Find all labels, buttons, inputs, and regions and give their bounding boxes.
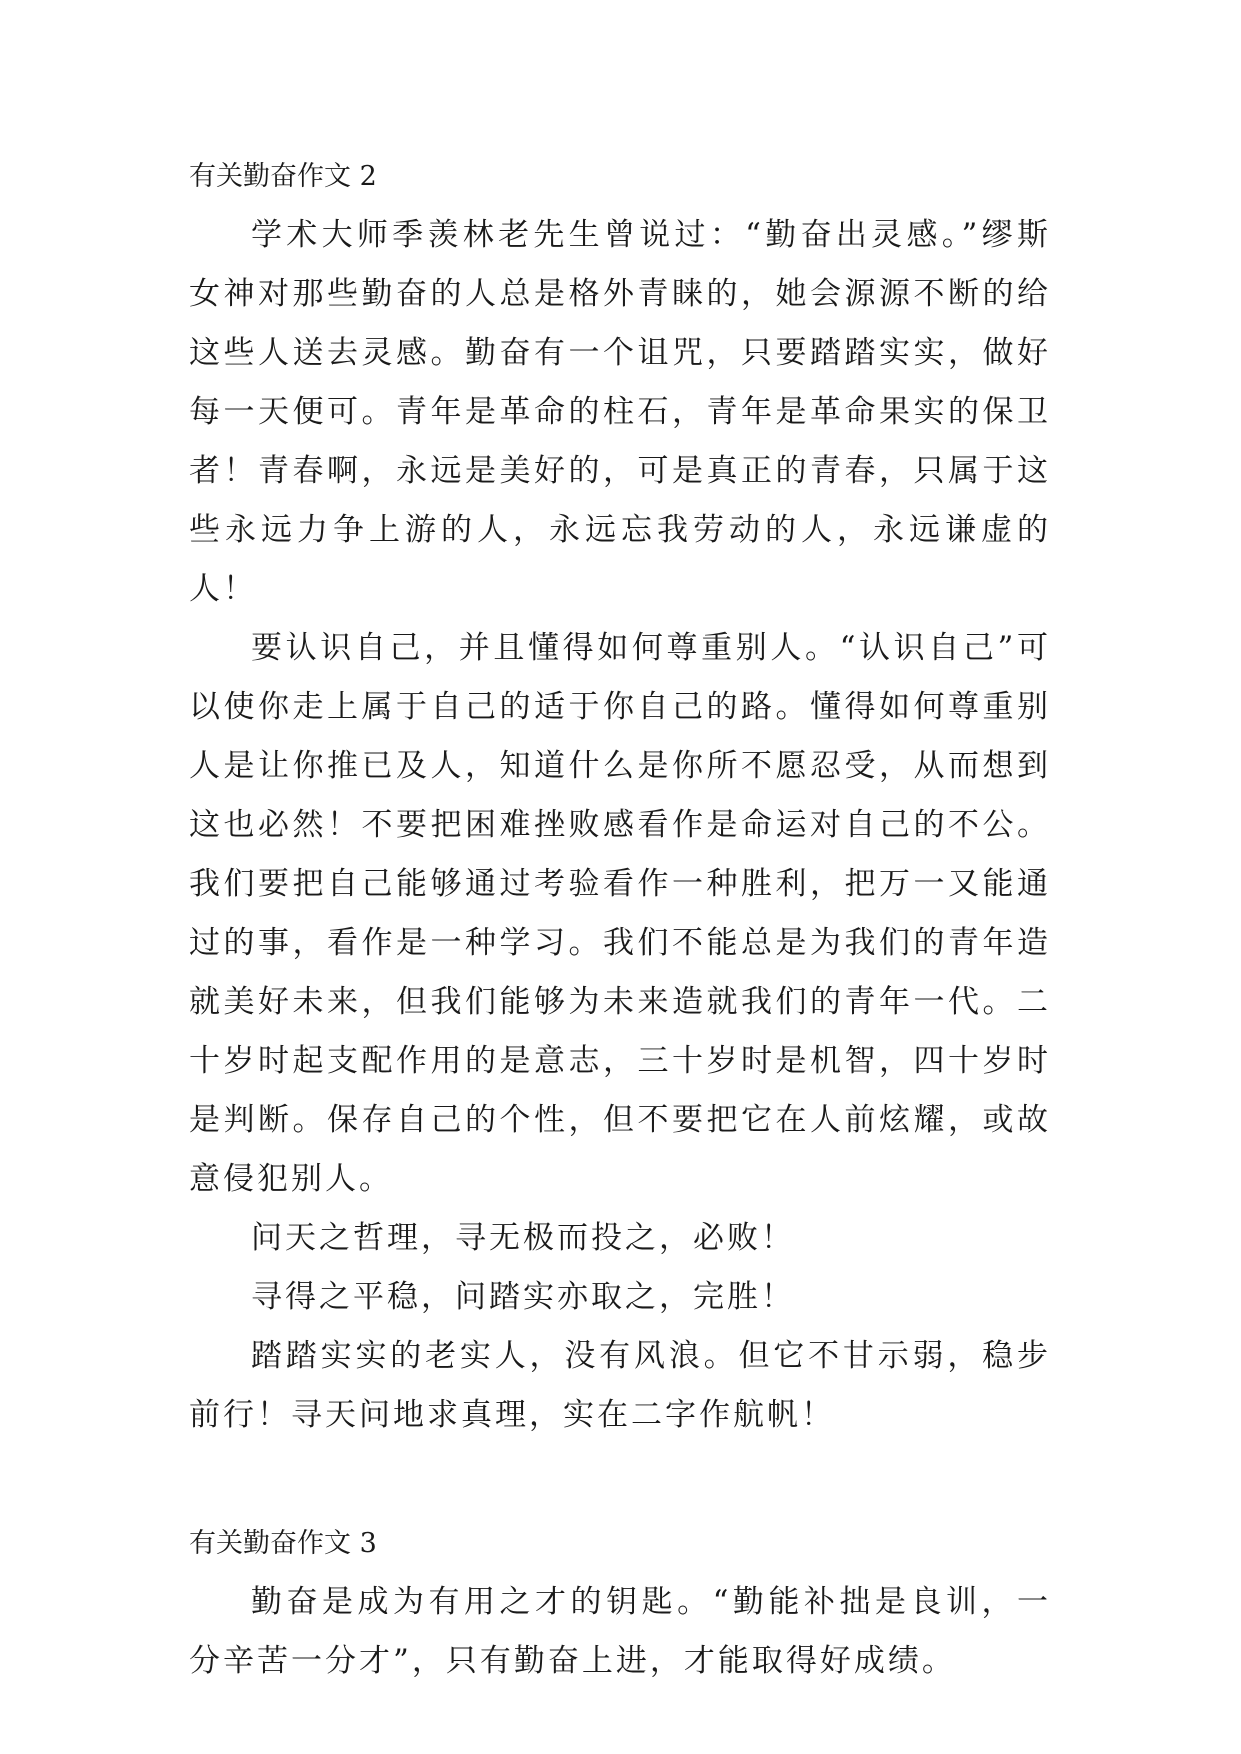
paragraph: 要认识自己，并且懂得如何尊重别人。“认识自己”可以使你走上属于自己的适于你自己的路。懂得如何尊重别人是让你推已及人，知道什么是你所不愿忍受，从而想到这也必然！不要把困难挫败感看作是命运对自己的不公。我们要把自己能够通过考验看作一种胜利，把万一又能通过的事，看作是一种学习。我们不能总是为我们的青年造就美好未来，但我们能够为未来造就我们的青年一代。二十岁时起支配作用的是意志，三十岁时是机智，四十岁时是判断。保存自己的个性，但不要把它在人前炫耀，或故意侵犯别人。 — [189, 630, 1051, 1197]
paragraph: 踏踏实实的老实人，没有风浪。但它不甘示弱，稳步前行！寻天问地求真理，实在二字作航帆！ — [189, 1338, 1051, 1433]
paragraph: 寻得之平稳，问踏实亦取之，完胜！ — [251, 1279, 795, 1315]
paragraph: 勤奋是成为有用之才的钥匙。“勤能补拙是良训，一分辛苦一分才”，只有勤奋上进，才能取得好成绩。 — [189, 1584, 1051, 1679]
section-heading: 有关勤奋作文 3 — [189, 1528, 377, 1559]
document-page — [189, 148, 1051, 1691]
section-heading: 有关勤奋作文 2 — [189, 161, 377, 192]
paragraph: 学术大师季羡林老先生曾说过：“勤奋出灵感。”缪斯女神对那些勤奋的人总是格外青睐的，她会源源不断的给这些人送去灵感。勤奋有一个诅咒，只要踏踏实实，做好每一天便可。青年是革命的柱石，青年是革命果实的保卫者！青春啊，永远是美好的，可是真正的青春，只属于这些永远力争上游的人，永远忘我劳动的人，永远谦虚的人！ — [189, 217, 1051, 607]
section-spacer — [189, 1445, 1051, 1515]
paragraph: 问天之哲理，寻无极而投之，必败！ — [251, 1220, 795, 1256]
